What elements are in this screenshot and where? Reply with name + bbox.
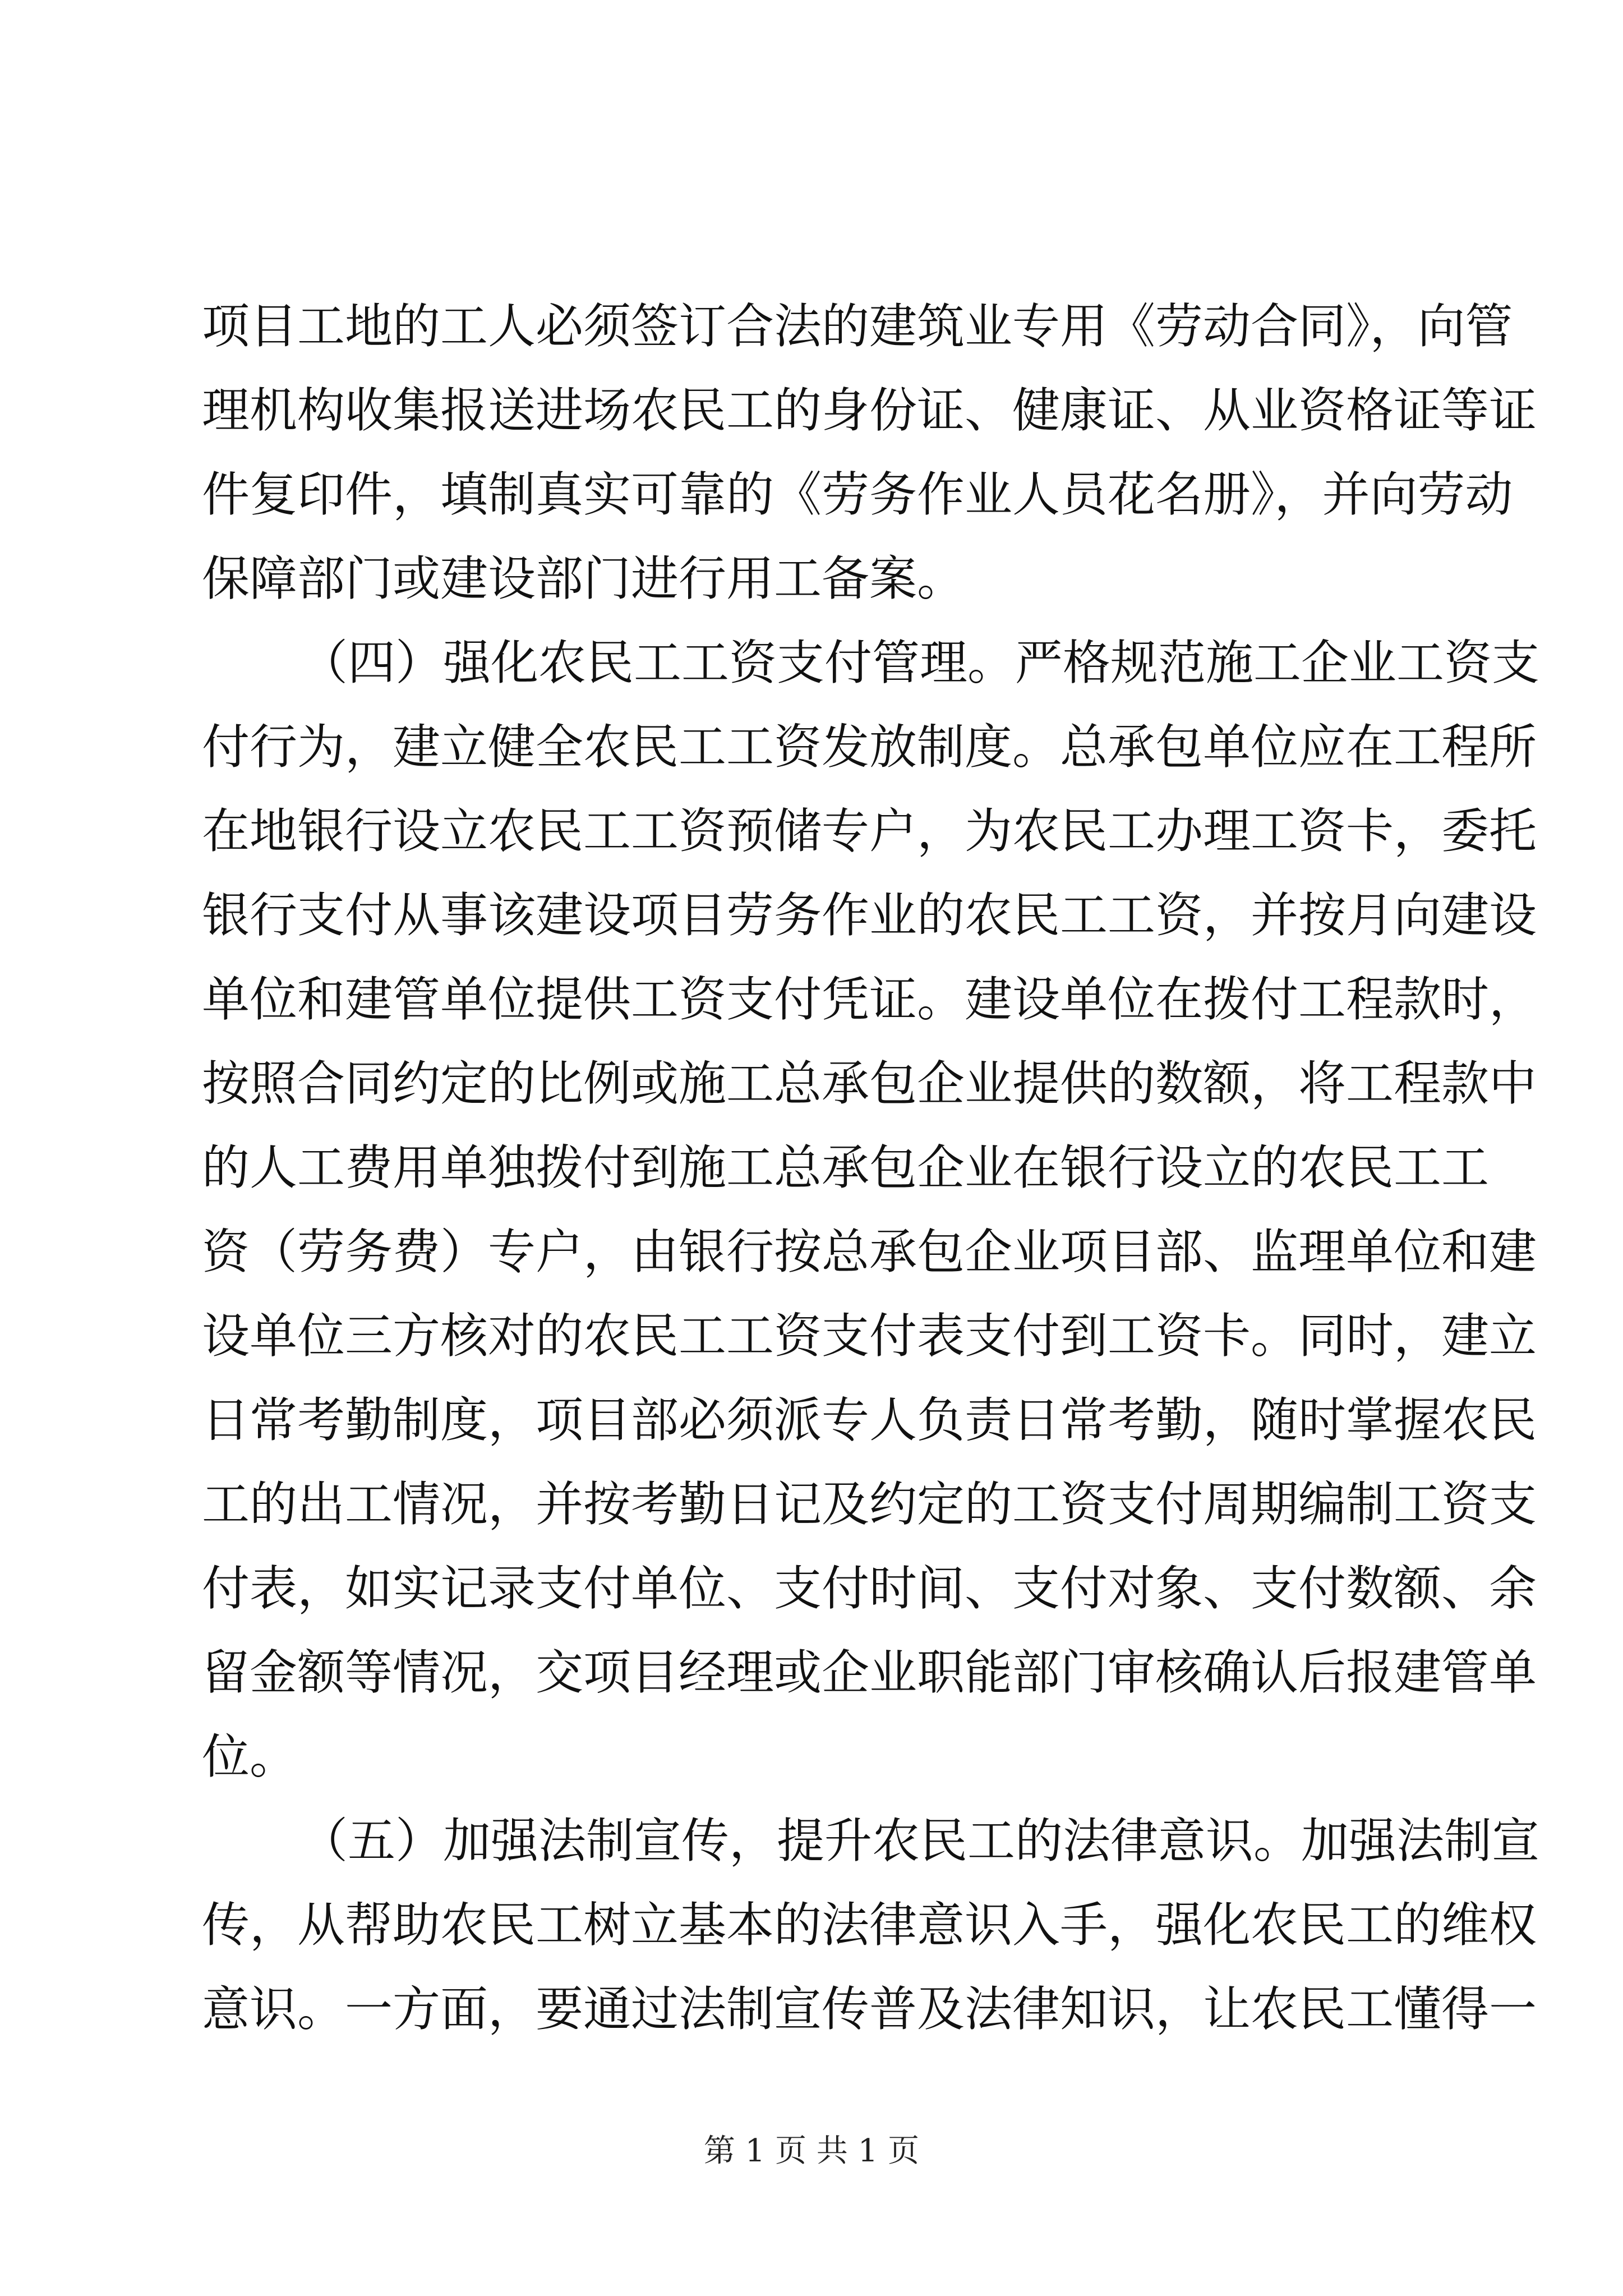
text-line: 按照合同约定的比例或施工总承包企业提供的数额，将工程款中 — [202, 1056, 1537, 1112]
text-line: 设单位三方核对的农民工工资支付表支付到工资卡。同时，建立 — [202, 1309, 1537, 1364]
text-line: 资（劳务费）专户，由银行按总承包企业项目部、监理单位和建 — [202, 1225, 1537, 1280]
paragraph-heading-4: （四）强化农民工工资支付管理。严格规范施工企业工资支 — [300, 636, 1540, 691]
text-line: 付行为，建立健全农民工工资发放制度。总承包单位应在工程所 — [202, 720, 1537, 775]
text-line: 付表，如实记录支付单位、支付时间、支付对象、支付数额、余 — [202, 1561, 1537, 1617]
text-line: 在地银行设立农民工工资预储专户，为农民工办理工资卡，委托 — [202, 804, 1537, 859]
text-line: 银行支付从事该建设项目劳务作业的农民工工资，并按月向建设 — [202, 888, 1537, 944]
text-line: 单位和建管单位提供工资支付凭证。建设单位在拨付工程款时， — [202, 972, 1537, 1028]
text-line: 日常考勤制度，项目部必须派专人负责日常考勤，随时掌握农民 — [202, 1393, 1537, 1448]
text-line: 项目工地的工人必须签订合法的建筑业专用《劳动合同》，向管 — [202, 299, 1513, 355]
text-line: 意识。一方面，要通过法制宣传普及法律知识，让农民工懂得一 — [202, 1982, 1537, 2037]
text-line: 留金额等情况，交项目经理或企业职能部门审核确认后报建管单 — [202, 1645, 1537, 1701]
page-number-footer: 第 1 页 共 1 页 — [703, 2133, 920, 2169]
text-line: 理机构收集报送进场农民工的身份证、健康证、从业资格证等证 — [202, 383, 1537, 439]
text-line: 的人工费用单独拨付到施工总承包企业在银行设立的农民工工 — [202, 1140, 1490, 1196]
text-line: 传，从帮助农民工树立基本的法律意识入手，强化农民工的维权 — [202, 1898, 1537, 1953]
text-line: 保障部门或建设部门进行用工备案。 — [202, 551, 965, 607]
text-line: 工的出工情况，并按考勤日记及约定的工资支付周期编制工资支 — [202, 1477, 1537, 1533]
paragraph-heading-5: （五）加强法制宣传，提升农民工的法律意识。加强法制宣 — [300, 1814, 1540, 1869]
text-line: 件复印件，填制真实可靠的《劳务作业人员花名册》，并向劳动 — [202, 467, 1513, 523]
text-line: 位。 — [202, 1729, 298, 1785]
